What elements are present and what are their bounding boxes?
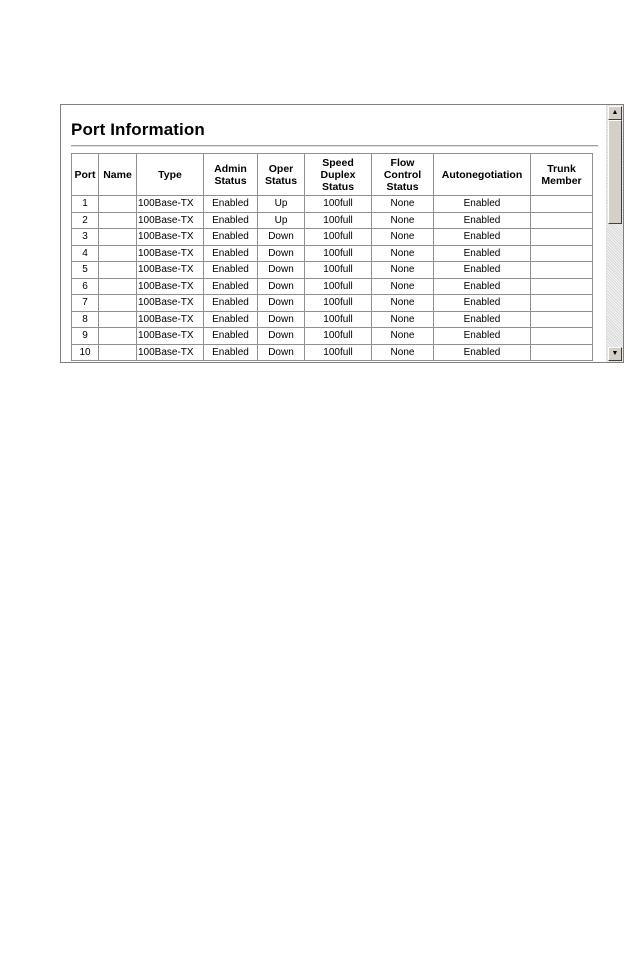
flow-control-cell: None [372,246,434,263]
name-cell [99,262,137,279]
port-cell: 3 [72,229,99,246]
port-cell: 1 [72,196,99,213]
speed-duplex-cell: 100full [305,262,372,279]
port-cell: 10 [72,345,99,362]
name-cell [99,312,137,329]
scroll-up-button[interactable] [608,106,622,120]
port-cell: 4 [72,246,99,263]
type-cell: 100Base-TX [137,295,204,312]
oper-status-cell: Down [258,328,305,345]
scroll-down-button[interactable] [608,347,622,361]
autonegotiation-cell: Enabled [434,279,531,296]
content-area [61,105,606,362]
table-row [72,295,593,312]
oper-status-cell: Down [258,312,305,329]
admin-status-cell: Enabled [204,312,258,329]
type-cell: 100Base-TX [137,196,204,213]
autonegotiation-cell: Enabled [434,295,531,312]
trunk-member-cell [531,295,593,312]
table-row [72,345,593,362]
table-row [72,312,593,329]
vertical-scrollbar[interactable] [606,105,623,362]
name-cell [99,345,137,362]
port-cell: 2 [72,213,99,230]
speed-duplex-cell: 100full [305,196,372,213]
trunk-member-cell [531,196,593,213]
autonegotiation-cell: Enabled [434,246,531,263]
flow-control-cell: None [372,345,434,362]
page-title: Port Information [71,120,205,139]
oper-status-cell: Down [258,279,305,296]
oper-status-cell: Down [258,229,305,246]
column-header-speed-duplex-status: Speed Duplex Status [305,154,372,196]
speed-duplex-cell: 100full [305,328,372,345]
port-information-table [71,153,593,361]
column-header-type: Type [137,154,204,196]
table-row [72,246,593,263]
oper-status-cell: Down [258,246,305,263]
name-cell [99,196,137,213]
port-information-window [60,104,624,363]
speed-duplex-cell: 100full [305,213,372,230]
admin-status-cell: Enabled [204,196,258,213]
speed-duplex-cell: 100full [305,295,372,312]
name-cell [99,229,137,246]
flow-control-cell: None [372,196,434,213]
port-cell: 9 [72,328,99,345]
admin-status-cell: Enabled [204,229,258,246]
table-row [72,196,593,213]
speed-duplex-cell: 100full [305,229,372,246]
admin-status-cell: Enabled [204,213,258,230]
name-cell [99,279,137,296]
autonegotiation-cell: Enabled [434,229,531,246]
name-cell [99,295,137,312]
autonegotiation-cell: Enabled [434,328,531,345]
type-cell: 100Base-TX [137,312,204,329]
type-cell: 100Base-TX [137,328,204,345]
name-cell [99,246,137,263]
port-cell: 7 [72,295,99,312]
name-cell [99,328,137,345]
flow-control-cell: None [372,295,434,312]
column-header-flow-control-status: Flow Control Status [372,154,434,196]
trunk-member-cell [531,328,593,345]
speed-duplex-cell: 100full [305,345,372,362]
flow-control-cell: None [372,229,434,246]
flow-control-cell: None [372,279,434,296]
arrow-down-icon: ▼ [611,350,619,357]
flow-control-cell: None [372,213,434,230]
autonegotiation-cell: Enabled [434,213,531,230]
table-row [72,262,593,279]
admin-status-cell: Enabled [204,328,258,345]
column-header-name: Name [99,154,137,196]
admin-status-cell: Enabled [204,279,258,296]
oper-status-cell: Up [258,213,305,230]
column-header-autonegotiation: Autonegotiation [434,154,531,196]
type-cell: 100Base-TX [137,262,204,279]
trunk-member-cell [531,345,593,362]
title-divider [71,145,598,147]
trunk-member-cell [531,246,593,263]
type-cell: 100Base-TX [137,213,204,230]
admin-status-cell: Enabled [204,262,258,279]
type-cell: 100Base-TX [137,229,204,246]
speed-duplex-cell: 100full [305,246,372,263]
flow-control-cell: None [372,328,434,345]
name-cell [99,213,137,230]
column-header-admin-status: Admin Status [204,154,258,196]
speed-duplex-cell: 100full [305,279,372,296]
type-cell: 100Base-TX [137,345,204,362]
port-cell: 6 [72,279,99,296]
trunk-member-cell [531,279,593,296]
trunk-member-cell [531,213,593,230]
flow-control-cell: None [372,312,434,329]
admin-status-cell: Enabled [204,246,258,263]
autonegotiation-cell: Enabled [434,196,531,213]
speed-duplex-cell: 100full [305,312,372,329]
oper-status-cell: Down [258,295,305,312]
table-row [72,229,593,246]
table-header-row [72,154,593,196]
column-header-oper-status: Oper Status [258,154,305,196]
scrollbar-thumb[interactable] [608,120,622,224]
table-row [72,213,593,230]
oper-status-cell: Down [258,262,305,279]
admin-status-cell: Enabled [204,295,258,312]
arrow-up-icon: ▲ [611,109,619,116]
column-header-trunk-member: Trunk Member [531,154,593,196]
port-cell: 8 [72,312,99,329]
autonegotiation-cell: Enabled [434,345,531,362]
trunk-member-cell [531,229,593,246]
type-cell: 100Base-TX [137,246,204,263]
trunk-member-cell [531,312,593,329]
table-row [72,279,593,296]
table-row [72,328,593,345]
column-header-port: Port [72,154,99,196]
admin-status-cell: Enabled [204,345,258,362]
oper-status-cell: Up [258,196,305,213]
port-cell: 5 [72,262,99,279]
autonegotiation-cell: Enabled [434,262,531,279]
trunk-member-cell [531,262,593,279]
oper-status-cell: Down [258,345,305,362]
type-cell: 100Base-TX [137,279,204,296]
autonegotiation-cell: Enabled [434,312,531,329]
flow-control-cell: None [372,262,434,279]
